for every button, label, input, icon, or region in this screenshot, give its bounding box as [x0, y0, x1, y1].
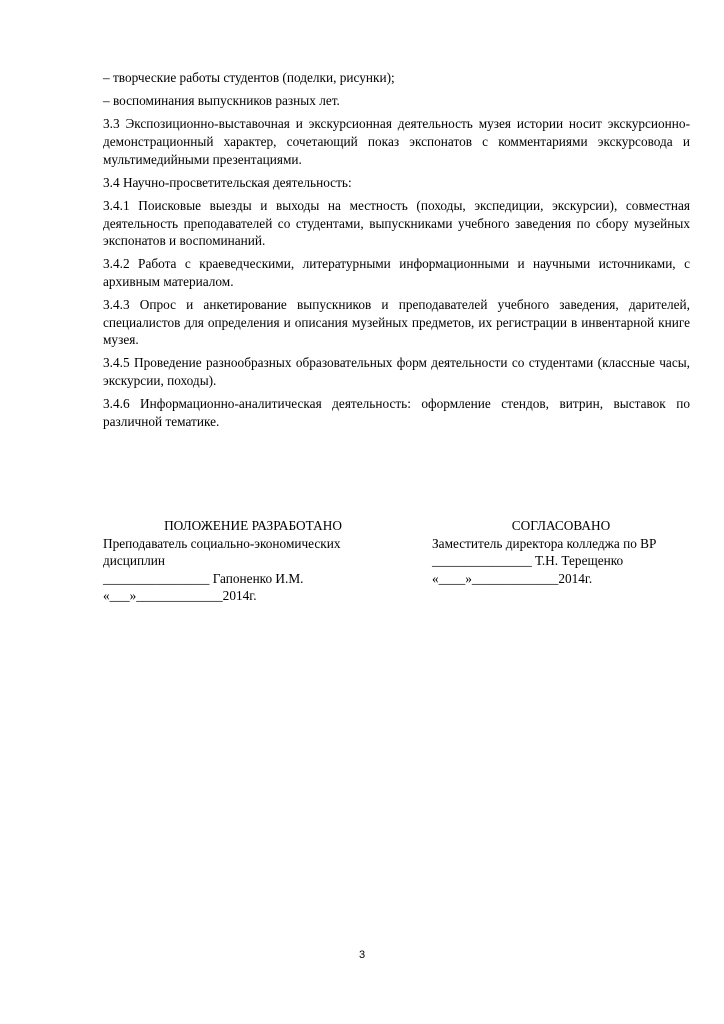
signature-block-developed — [103, 517, 403, 605]
signature-heading-agreed: СОГЛАСОВАНО — [511, 518, 611, 533]
signature-position-teacher: Преподаватель социально-экономических дисциплин — [103, 535, 341, 569]
paragraph-3-3: 3.3 Экспозиционно-выставочная и экскурсионная деятельность музея истории носит экскурсионно-демонстрационный характер, сочетающий показ экспонатов с комментариями экскурсовода и мультимедийными презентациями. — [103, 116, 690, 167]
signature-heading-developed: ПОЛОЖЕНИЕ РАЗРАБОТАНО — [164, 518, 342, 533]
page-number: 3 — [358, 949, 366, 961]
paragraph-3-4-1: 3.4.1 Поисковые выезды и выходы на местность (походы, экспедиции, экскурсии), совместная деятельность преподавателей со студентами, выпускниками учебного заведения по сбору музейных экспонатов и воспоминаний. — [103, 197, 690, 249]
signature-date-right: «____»_____________2014г. — [432, 570, 593, 586]
paragraph-creative-works: – творческие работы студентов (поделки, рисунки); — [103, 70, 395, 85]
paragraph-3-4-5: 3.4.5 Проведение разнообразных образовательных форм деятельности со студентами (классные часы, экскурсии, походы). — [103, 355, 690, 389]
signature-line-gaponenko: ________________ Гапоненко И.М. — [103, 570, 304, 586]
paragraph-3-4-3: 3.4.3 Опрос и анкетирование выпускников и преподавателей учебного заведения, дарителей, специалистов для определения и описания музейных предметов, их регистрации в инвентарной книге музея. — [103, 297, 690, 348]
signature-line-tereshchenko: _______________ Т.Н. Терещенко — [432, 553, 624, 569]
signature-date-left: «___»_____________2014г. — [103, 588, 257, 604]
signature-position-deputy-director: Заместитель директора колледжа по ВР — [432, 535, 657, 551]
paragraph-graduate-memories: – воспоминания выпускников разных лет. — [103, 93, 340, 109]
paragraph-3-4: 3.4 Научно-просветительская деятельность: — [103, 174, 352, 190]
paragraph-3-4-2: 3.4.2 Работа с краеведческими, литературными информационными и научными источниками, с архивным материалом. — [103, 256, 690, 289]
signature-block-agreed — [432, 517, 690, 587]
document-body — [103, 69, 690, 436]
paragraph-3-4-6: 3.4.6 Информационно-аналитическая деятельность: оформление стендов, витрин, выставок по различной тематике. — [103, 396, 690, 429]
